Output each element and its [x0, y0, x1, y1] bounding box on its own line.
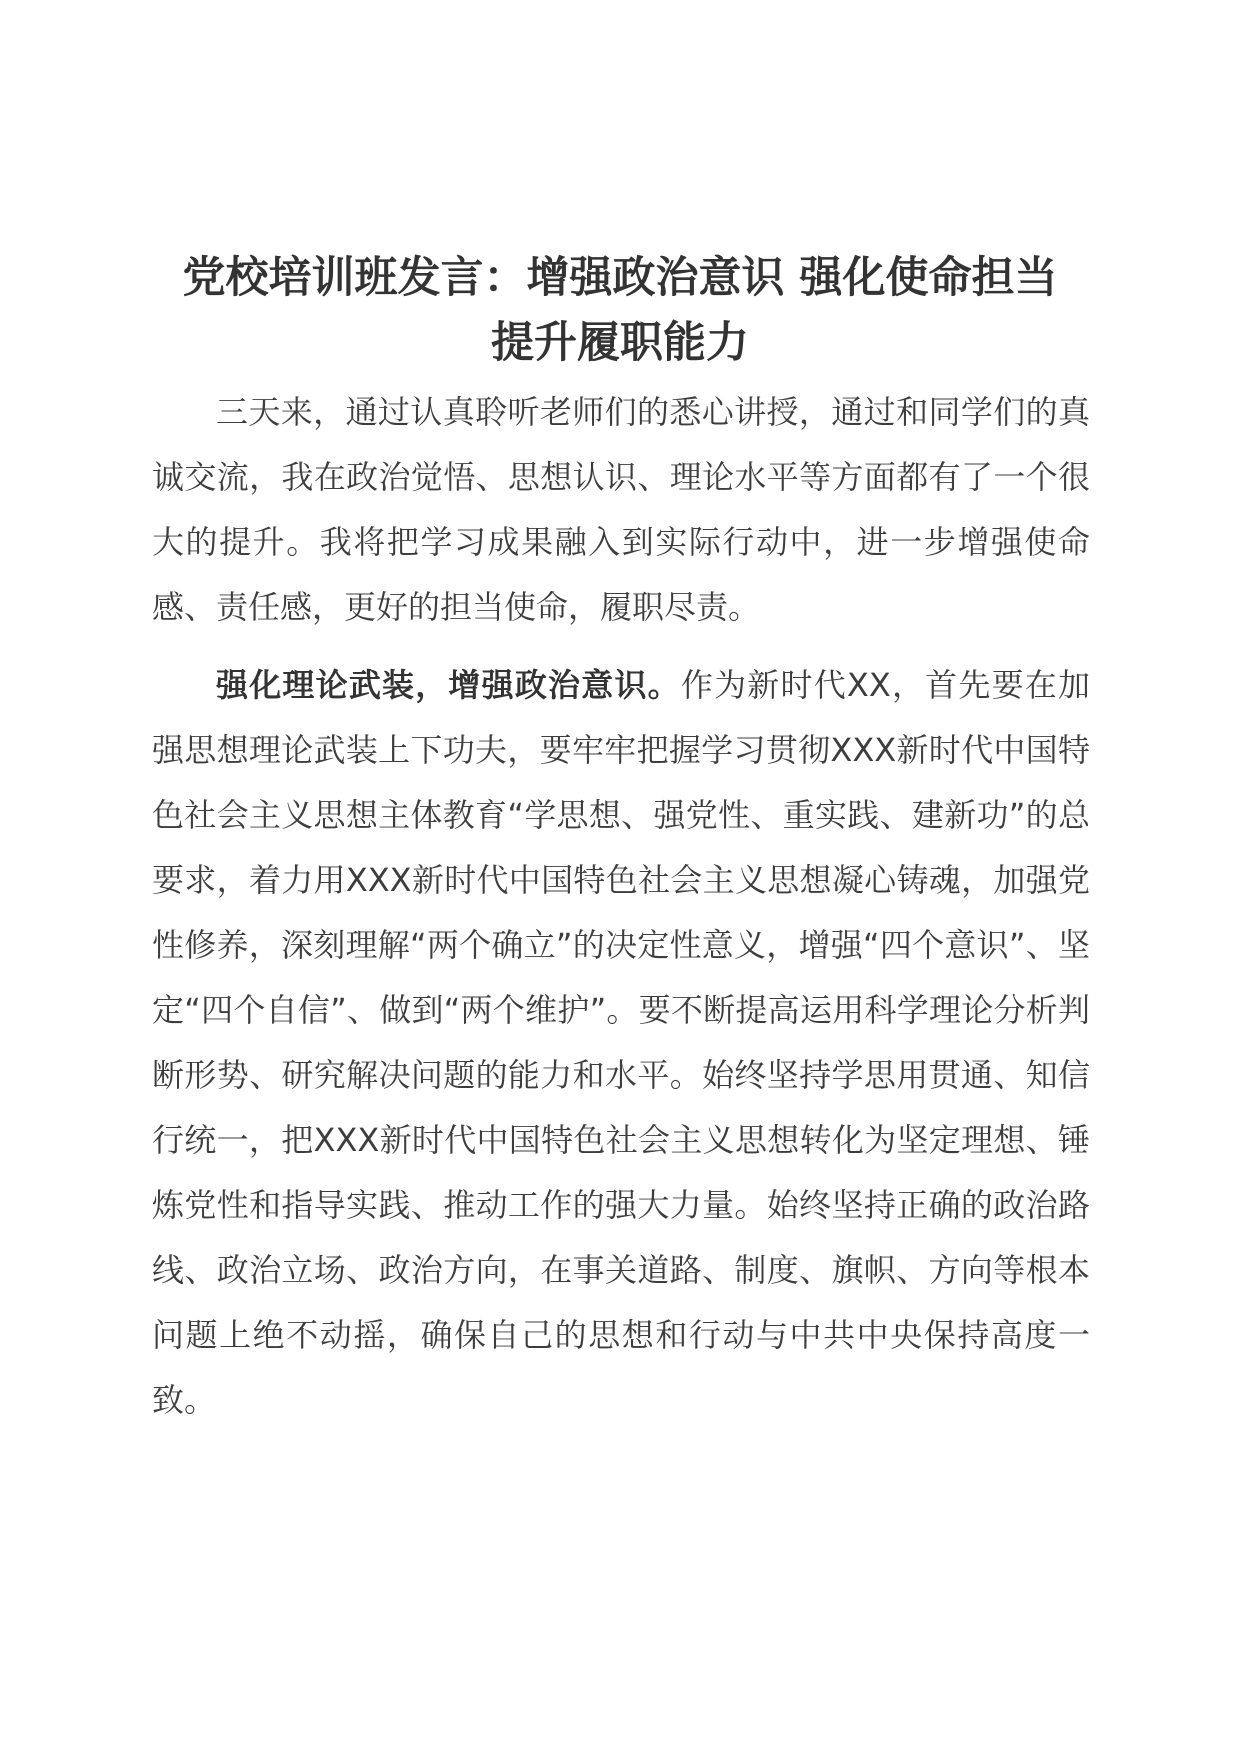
title-line-2: 提升履职能力 — [491, 318, 749, 368]
title-line-1: 党校培训班发言：增强政治意识 强化使命担当 — [182, 253, 1058, 303]
paragraph-heading: 强化理论武装，增强政治意识。 — [216, 666, 681, 704]
paragraph-text: 三天来，通过认真聆听老师们的悉心讲授，通过和同学们的真诚交流，我在政治觉悟、思想认识、理论水平等方面都有了一个很大的提升。我将把学习成果融入到实际行动中，进一步增强使命感、责任感，更好的担当使命，履职尽责。 — [152, 393, 1090, 626]
paragraph-theory — [152, 653, 1090, 1433]
paragraph-intro — [152, 380, 1090, 640]
document-title — [150, 246, 1090, 376]
document-body — [152, 380, 1090, 1433]
paragraph-text: 作为新时代XX，首先要在加强思想理论武装上下功夫，要牢牢把握学习贯彻XXX新时代中国特色社会主义思想主体教育“学思想、强党性、重实践、建新功”的总要求，着力用XXX新时代中国特色社会主义思想凝心铸魂，加强党性修养，深刻理解“两个确立”的决定性意义，增强“四个意识”、坚定“四个自信”、做到“两个维护”。要不断提高运用科学理论分析判断形势、研究解决问题的能力和水平。始终坚持学思用贯通、知信行统一，把XXX新时代中国特色社会主义思想转化为坚定理想、锤炼党性和指导实践、推动工作的强大力量。始终坚持正确的政治路线、政治立场、政治方向，在事关道路、制度、旗帜、方向等根本问题上绝不动摇，确保自己的思想和行动与中共中央保持高度一致。 — [152, 666, 1090, 1419]
